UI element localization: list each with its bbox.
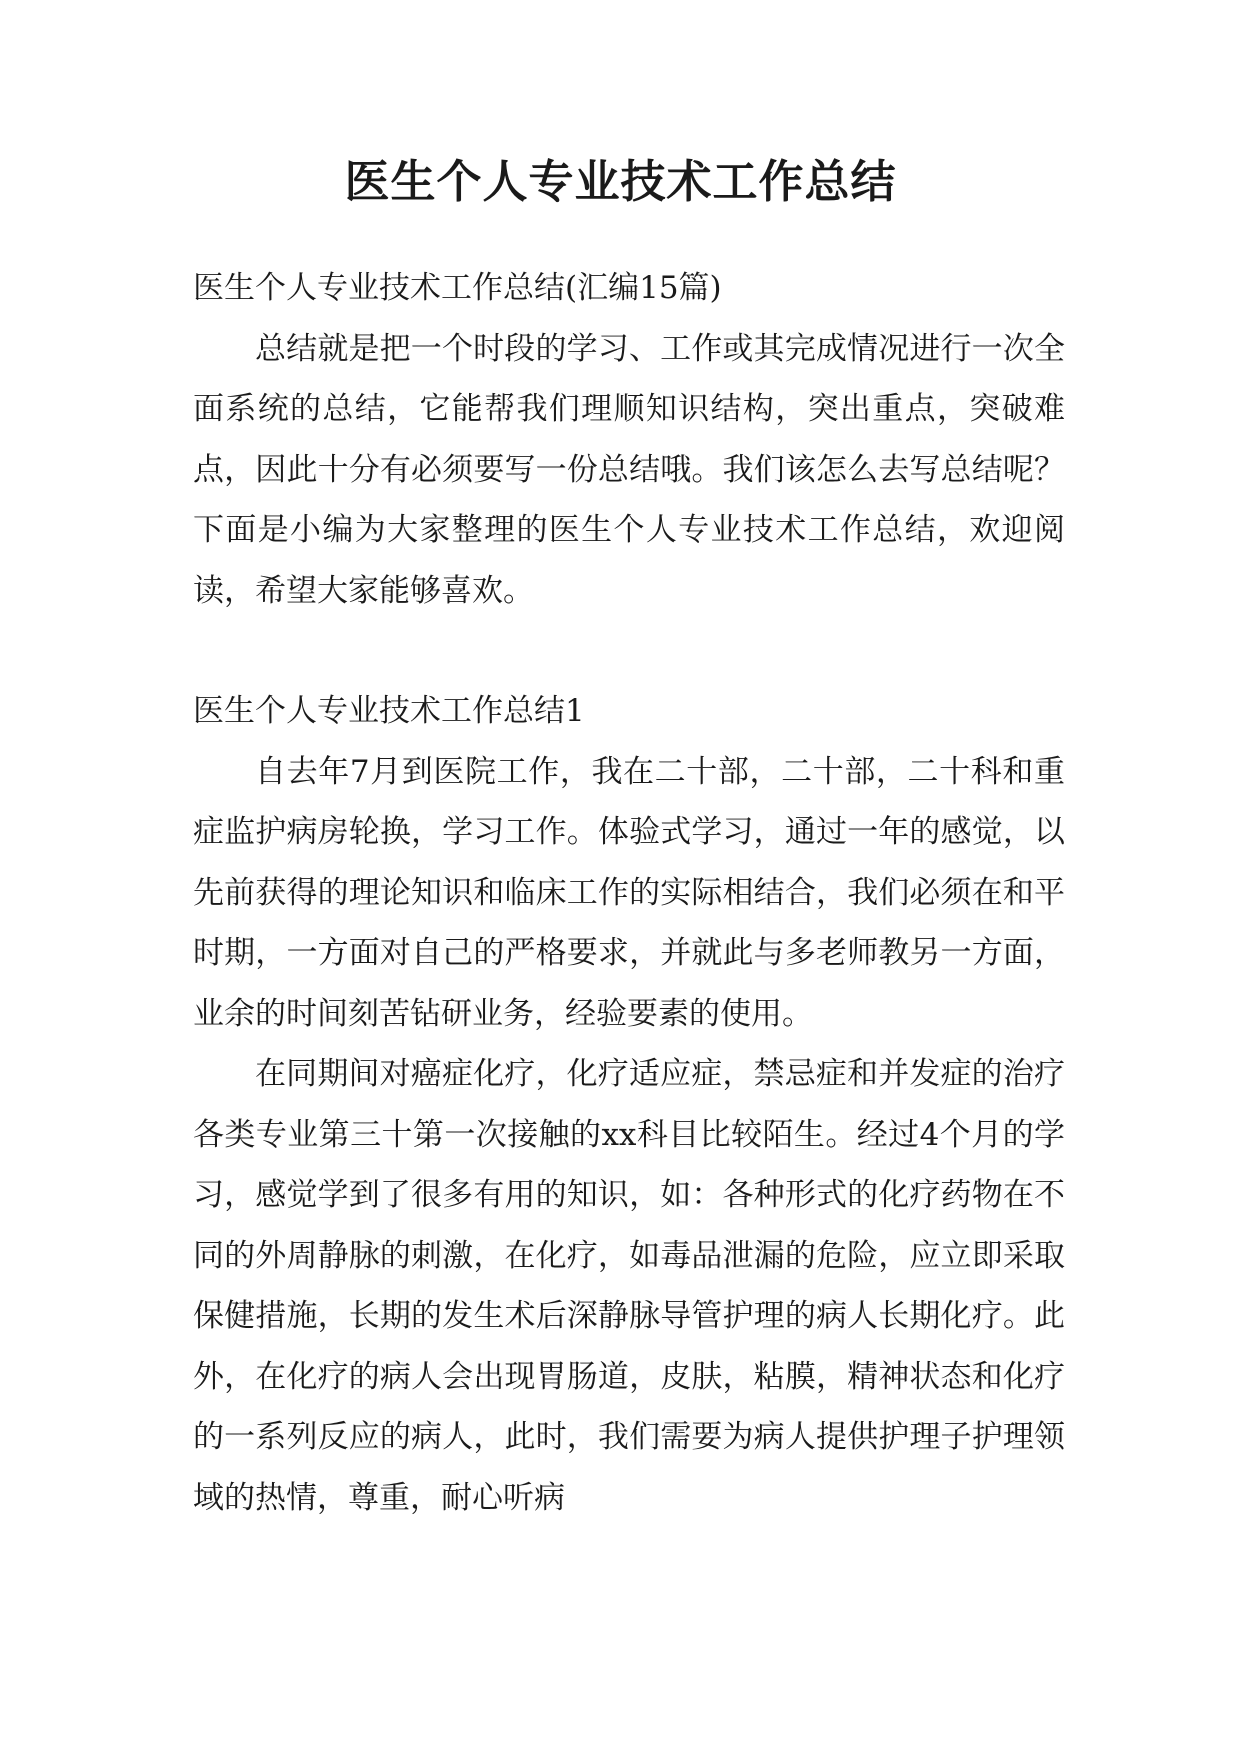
section-spacer — [193, 621, 1065, 681]
intro-paragraph: 总结就是把一个时段的学习、工作或其完成情况进行一次全面系统的总结，它能帮我们理顺知识结构，突出重点，突破难点，因此十分有必须要写一份总结哦。我们该怎么去写总结呢？下面是小编为大家整理的医生个人专业技术工作总结，欢迎阅读，希望大家能够喜欢。 — [193, 330, 1065, 609]
intro-heading: 医生个人专业技术工作总结(汇编15篇) — [193, 270, 722, 306]
document-body — [193, 258, 1065, 1528]
section-paragraph-1: 自去年7月到医院工作，我在二十部，二十部，二十科和重症监护病房轮换，学习工作。体验式学习，通过一年的感觉，以先前获得的理论知识和临床工作的实际相结合，我们必须在和平时期，一方面对自己的严格要求，并就此与多老师教另一方面，业余的时间刻苦钻研业务，经验要素的使用。 — [193, 753, 1065, 1032]
section-paragraph-2: 在同期间对癌症化疗，化疗适应症，禁忌症和并发症的治疗各类专业第三十第一次接触的xx科目比较陌生。经过4个月的学习，感觉学到了很多有用的知识，如：各种形式的化疗药物在不同的外周静脉的刺激，在化疗，如毒品泄漏的危险，应立即采取保健措施，长期的发生术后深静脉导管护理的病人长期化疗。此外，在化疗的病人会出现胃肠道，皮肤，粘膜，精神状态和化疗的一系列反应的病人，此时，我们需要为病人提供护理子护理领域的热情，尊重，耐心听病 — [193, 1056, 1065, 1516]
section-heading: 医生个人专业技术工作总结1 — [193, 693, 585, 729]
document-title: 医生个人专业技术工作总结 — [344, 155, 897, 208]
